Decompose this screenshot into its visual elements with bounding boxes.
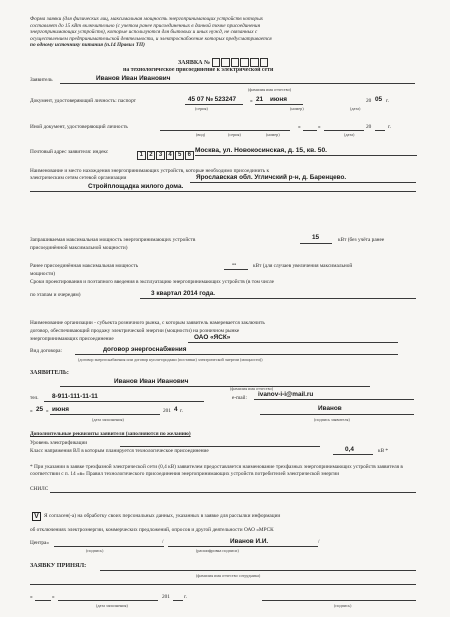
accepted-date-quote: « <box>30 594 33 600</box>
preamble-line: осуществлением предпринимательской деятельности, и электроснабжение которых предусматривается <box>30 35 272 42</box>
passport-day[interactable]: 21 <box>256 96 264 103</box>
consent-sign-line[interactable] <box>54 546 164 547</box>
number-box[interactable] <box>250 58 259 67</box>
application-number <box>178 58 269 67</box>
snils-line[interactable] <box>50 492 416 493</box>
number-box[interactable] <box>231 58 240 67</box>
phone-value[interactable]: 8-911-111-11-11 <box>52 393 98 400</box>
contract-caption: (договор энергоснабжения или договор купли-продажи (поставки) электрической энергии (мощности)) <box>78 357 263 362</box>
prev-power-line <box>224 269 248 270</box>
prev-power-note: мощности) <box>30 271 55 277</box>
voltage-class-label: Класс напряжения ВЛ в которым планируется технологическое присоединение <box>30 448 209 454</box>
sign-date-caption: (дата заполнения) <box>92 417 124 422</box>
accepted-year-suffix: г. <box>184 594 187 600</box>
passport-month[interactable]: июня <box>270 96 287 103</box>
postal-index-boxes[interactable] <box>137 146 195 164</box>
consent-name-caption: (расшифровка подписи) <box>196 548 239 553</box>
form-title: ЗАЯВКА № <box>178 59 211 66</box>
other-doc-month-line[interactable] <box>324 130 364 131</box>
sign-date-line <box>50 414 160 415</box>
preamble-line: энергопринимающих устройств), которые используются для бытовых и иных нужд, не связанных с <box>30 29 258 36</box>
passport-date-line <box>255 104 303 105</box>
max-power-unit: кВт (без учёта ранее <box>338 237 385 243</box>
sign-date-quote-close: » <box>46 408 49 414</box>
accepted-year-prefix: 201 <box>162 594 170 600</box>
passport-caption-series: (серия) <box>195 106 208 111</box>
applicant-label: Заявитель <box>30 77 53 83</box>
contract-label: Вид договора: <box>30 348 63 354</box>
consent-slash-end: / <box>318 539 320 545</box>
other-doc-label: Иной документ, удостоверяющий личность <box>30 124 128 130</box>
location-value-1[interactable]: Ярославская обл. Угличский р-н, д. Баренцево. <box>196 174 347 181</box>
prev-power-unit: кВт (для случаев увеличения максимальной <box>253 263 353 269</box>
postal-digit[interactable]: 6 <box>185 151 194 160</box>
passport-quote: « <box>250 98 253 104</box>
consent-text-3: Центра» <box>30 540 50 546</box>
supplier-org-line <box>188 342 398 343</box>
passport-label: Документ, удостоверяющий личность: паспорт <box>30 98 136 104</box>
deadline-text: Сроки проектирования и поэтапного введения в эксплуатацию энергопринимающих устройств (в том числе <box>30 279 275 285</box>
applicant-caption: (фамилия имя отчество) <box>248 87 292 92</box>
other-doc-quote: « <box>298 124 301 130</box>
deadline-line <box>140 298 416 299</box>
postal-line <box>195 155 417 156</box>
extra-heading: Дополнительные реквизиты заявителя (заполняются по желанию) <box>30 431 191 437</box>
supplier-text-1: Наименование организации - субъекта розничного рынка, с которым заявитель намеревается заключить <box>30 320 265 326</box>
accepted-date-quote-close: » <box>52 594 55 600</box>
other-doc-year-prefix: 20 <box>366 124 372 130</box>
accepted-day-line[interactable] <box>35 600 51 601</box>
sign-year[interactable]: 4 <box>174 406 178 413</box>
accepted-name-line[interactable] <box>100 570 416 571</box>
passport-year[interactable]: 05 <box>375 96 383 103</box>
location-text-1: Наименование и место нахождения энергопринимающих устройств, которые необходимо присоединить к <box>30 168 270 174</box>
form-subtitle: на технологическое присоединение к электрической сети <box>123 67 274 73</box>
contract-line <box>75 354 398 355</box>
applicant-name[interactable]: Иванов Иван Иванович <box>96 75 171 82</box>
postal-digit[interactable]: 5 <box>175 151 184 160</box>
postal-address[interactable]: Москва, ул. Новокосинская, д. 15, кв. 50. <box>195 147 327 154</box>
passport-series-line <box>185 104 243 105</box>
supplier-text-3: энергопринимающих присоединение <box>30 336 114 342</box>
email-value[interactable]: ivanov-i-i@mail.ru <box>258 391 314 398</box>
passport-year-prefix: 20 <box>366 98 372 104</box>
postal-digit[interactable]: 2 <box>147 151 156 160</box>
postal-digit[interactable]: 4 <box>166 151 175 160</box>
email-line <box>254 399 414 400</box>
preamble-line: Форма заявки (для физических лиц, максимальная мощность энергопринимающих устройств которых <box>30 16 264 22</box>
number-box[interactable] <box>240 58 249 67</box>
voltage-class-value[interactable]: 0,4 <box>345 446 354 453</box>
sign-day[interactable]: 25 <box>36 406 44 413</box>
deadline-prefix: по этапам и очередям) <box>30 292 81 298</box>
signer-heading: ЗАЯВИТЕЛЬ: <box>30 370 69 376</box>
accepted-date-caption: (дата заполнения) <box>96 603 128 608</box>
passport-caption-date: (дата) <box>350 106 361 111</box>
consent-sign-name[interactable]: Иванов И.И. <box>230 538 269 545</box>
number-box[interactable] <box>260 58 269 67</box>
applicant-underline <box>60 83 415 84</box>
voltage-class-unit: кВ * <box>378 448 389 454</box>
other-doc-day-line[interactable] <box>303 130 317 131</box>
three-phase-footnote: * При указании в заявке трехфазной электрической сети (0,4 кВ) заявителем предоставляется наименование трехфазных энергопринимающих устройств заявителя в соответствии с п. 14 «в» Правил технологического присоединения энергопринимающих устройств потребителей электрической энергии <box>30 464 403 477</box>
number-box[interactable] <box>212 58 221 67</box>
consent-checkbox[interactable]: V <box>32 512 41 521</box>
consent-sign-caption: (подпись) <box>86 548 104 553</box>
location-value-2[interactable]: Стройплощадка жилого дома. <box>88 183 184 190</box>
signer-signature-line <box>260 414 414 415</box>
deadline-value[interactable]: 3 квартал 2014 года. <box>151 290 216 297</box>
signer-surname[interactable]: Иванов <box>318 405 342 412</box>
location-line-1 <box>190 182 416 183</box>
sign-date-quote: « <box>30 408 33 414</box>
other-doc-year-line[interactable] <box>375 130 385 131</box>
snils-label: СНИЛС <box>30 486 49 492</box>
signer-signature-caption: (подпись заявителя) <box>314 417 350 422</box>
prev-power-text: Ранее присоединённая максимальная мощность <box>30 263 139 269</box>
accepted-signature-line[interactable] <box>262 600 416 601</box>
accepted-name-caption: (фамилия имя отчество сотрудника) <box>196 573 261 578</box>
location-text-2: электрическим сетям сетевой организации <box>30 175 127 181</box>
other-doc-caption-series: (серия) <box>228 132 241 137</box>
accepted-heading: ЗАЯВКУ ПРИНЯЛ: <box>30 562 87 569</box>
max-power-line <box>300 243 332 244</box>
preamble-line: составляет до 15 кВт включительно (с учетом ранее присоединенных в данной точке присоединения <box>30 22 261 29</box>
postal-digit[interactable]: 1 <box>137 151 146 160</box>
electrification-label: Уровень электрификации <box>30 440 88 446</box>
max-power-text: Запрашиваемая максимальная мощность энергопринимающих устройств <box>30 237 196 243</box>
other-doc-caption-date: (дата) <box>344 132 355 137</box>
voltage-class-line <box>333 454 373 455</box>
other-doc-caption-number: (номер) <box>266 132 280 137</box>
prev-power-value[interactable]: -- <box>232 261 237 268</box>
other-doc-line[interactable] <box>160 130 290 131</box>
passport-series[interactable]: 45 07 № 523247 <box>188 96 236 103</box>
other-doc-year-suffix: г. <box>388 124 391 130</box>
phone-line <box>44 401 204 402</box>
contract-value[interactable]: договор энергоснабжения <box>103 346 187 353</box>
supplier-text-2: договор, обеспечивающий продажу электрической энергии (мощности) на розничном рынке <box>30 328 240 334</box>
number-box[interactable] <box>221 58 230 67</box>
signer-name-line <box>60 386 370 387</box>
consent-slash: / <box>162 539 164 545</box>
phone-label: тел. <box>30 395 39 401</box>
passport-caption-number: (номер) <box>290 106 304 111</box>
max-power-note: присоединённой максимальной мощности) <box>30 245 128 251</box>
postal-digit[interactable]: 3 <box>156 151 165 160</box>
consent-text-2: об отключениях электроэнергии, коммерческих предложений, опросов и другой деятельности ОАО «МРСК <box>30 527 274 533</box>
max-power-value[interactable]: 15 <box>312 234 320 241</box>
form-preamble <box>30 16 425 49</box>
consent-text-1: Я согласен(-а) на обработку своих персональных данных, указанных в заявке для рассылки информации <box>44 513 281 519</box>
accepted-signature-caption: (подпись) <box>334 603 352 608</box>
electrification-line[interactable] <box>120 446 320 447</box>
other-doc-quote-close: » <box>318 124 321 130</box>
accepted-month-line[interactable] <box>58 600 158 601</box>
other-doc-caption-name: (вид) <box>196 132 206 137</box>
sign-month[interactable]: июня <box>52 406 69 413</box>
preamble-line: по одному источнику питания (п.14 Правил ТП) <box>30 42 145 49</box>
signer-name[interactable]: Иванов Иван Иванович <box>114 378 189 385</box>
accepted-extra-line[interactable] <box>30 584 416 585</box>
sign-year-suffix: г. <box>180 408 183 414</box>
supplier-org[interactable]: ОАО «ЯСК» <box>194 334 231 341</box>
consent-name-line <box>168 546 318 547</box>
sign-year-prefix: 201 <box>163 408 171 414</box>
email-label: e-mail: <box>232 395 248 401</box>
signer-name-caption: (фамилия имя отчество) <box>230 386 274 391</box>
postal-label: Почтовый адрес заявителя: индекс <box>30 149 109 155</box>
passport-year-suffix: г. <box>386 98 389 104</box>
accepted-year-line[interactable] <box>173 600 183 601</box>
location-line-2 <box>30 191 416 192</box>
